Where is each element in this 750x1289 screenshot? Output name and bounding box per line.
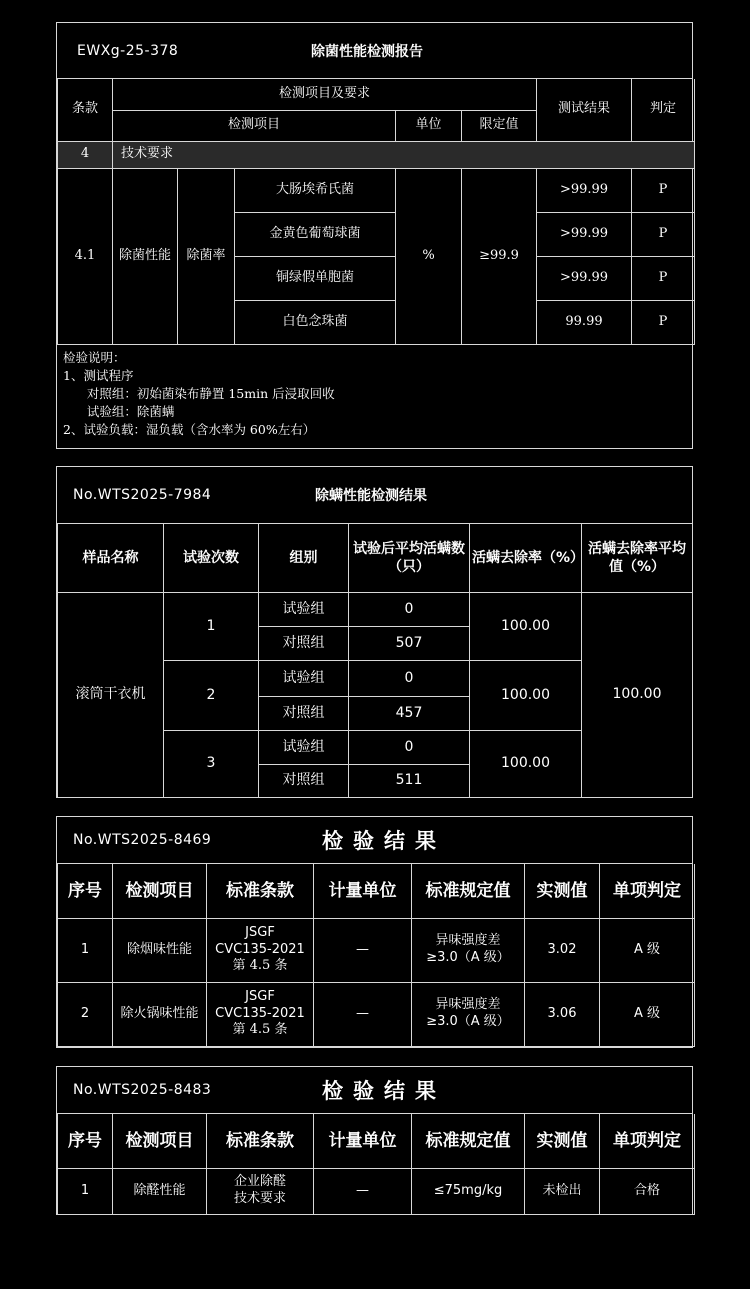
spec-line: 异味强度差 <box>435 997 501 1013</box>
formaldehyde-report <box>56 1066 693 1215</box>
average-rate: 100.00 <box>582 592 693 797</box>
group-label: 试验组 <box>259 730 349 764</box>
note-line: 检验说明： <box>63 349 126 365</box>
bacteria-name: 铜绿假单胞菌 <box>235 256 396 300</box>
note-line: 对照组：初始菌染布静置 15min 后浸取回收 <box>63 385 335 401</box>
standard-header: 标准条款 <box>207 864 314 918</box>
group-label: 试验组 <box>259 592 349 626</box>
test-result: >99.99 <box>537 212 632 256</box>
report-header <box>57 1067 692 1114</box>
test-result: 99.99 <box>537 300 632 344</box>
sample-name: 滚筒干衣机 <box>58 592 164 797</box>
mite-count: 507 <box>349 626 470 660</box>
mite-table <box>57 524 693 798</box>
measured-header: 实测值 <box>525 1114 600 1168</box>
spec-line: ≥3.0（A 级） <box>426 1014 510 1029</box>
item-req-header: 检测项目及要求 <box>113 79 537 110</box>
trial-number: 2 <box>164 660 259 730</box>
mite-count: 457 <box>349 696 470 730</box>
judgement: P <box>632 256 695 300</box>
section-label: 技术要求 <box>113 141 695 168</box>
item-header: 检测项目 <box>113 1114 207 1168</box>
group-label: 对照组 <box>259 764 349 797</box>
note-line: 1、测试程序 <box>63 367 134 383</box>
measured-value: 3.02 <box>525 918 600 982</box>
standard-clause <box>207 1168 314 1214</box>
item-header: 检测项目 <box>113 864 207 918</box>
bacteria-name: 金黄色葡萄球菌 <box>235 212 396 256</box>
removal-rate: 100.00 <box>470 730 582 797</box>
standard-clause <box>207 982 314 1046</box>
performance-label: 除菌性能 <box>113 168 178 344</box>
spec-header: 标准规定值 <box>412 1114 525 1168</box>
report-title: 除菌性能检测报告 <box>311 43 423 60</box>
report-title: 除螨性能检测结果 <box>315 488 427 504</box>
limit-header: 限定值 <box>462 110 537 141</box>
standard-header: 标准条款 <box>207 1114 314 1168</box>
row-number: 2 <box>58 982 113 1046</box>
limit-value: ≥99.9 <box>462 168 537 344</box>
sample-header: 样品名称 <box>58 524 164 592</box>
antibacterial-table <box>57 79 695 345</box>
group-label: 对照组 <box>259 696 349 730</box>
mite-count: 0 <box>349 660 470 696</box>
report-header <box>57 817 692 864</box>
standard-line: 企业除醛 <box>233 1174 286 1190</box>
judge-header: 判定 <box>632 79 695 141</box>
odor-removal-report <box>56 816 693 1048</box>
unit-value: — <box>314 982 412 1046</box>
trial-number: 1 <box>164 592 259 660</box>
group-header: 组别 <box>259 524 349 592</box>
report-title: 检验结果 <box>322 1078 446 1103</box>
spec-header: 标准规定值 <box>412 864 525 918</box>
standard-line: 第 4.5 条 <box>232 1022 288 1038</box>
mite-count: 511 <box>349 764 470 797</box>
unit-header: 计量单位 <box>314 864 412 918</box>
table-row <box>58 982 695 1046</box>
bacteria-name: 白色念珠菌 <box>235 300 396 344</box>
avg-rate-header: 活螨去除率平均值（%） <box>582 524 693 592</box>
standard-line: 技术要求 <box>233 1191 286 1206</box>
subsection-number: 4.1 <box>58 168 113 344</box>
antibacterial-report <box>56 22 693 449</box>
result-header: 测试结果 <box>537 79 632 141</box>
trial-number: 3 <box>164 730 259 797</box>
judgement: 合格 <box>600 1168 695 1214</box>
item-name: 除火锅味性能 <box>113 982 207 1046</box>
row-number: 1 <box>58 1168 113 1214</box>
clause-header: 条款 <box>58 79 113 141</box>
standard-line: 第 4.5 条 <box>232 958 288 974</box>
avg-count-header: 试验后平均活螨数（只） <box>349 524 470 592</box>
table-row <box>58 1168 695 1214</box>
note-line: 试验组：除菌螨 <box>63 403 175 419</box>
judge-header: 单项判定 <box>600 1114 695 1168</box>
report-header <box>57 467 692 524</box>
standard-line: CVC135-2021 <box>215 1005 305 1021</box>
unit-header: 计量单位 <box>314 1114 412 1168</box>
rate-header: 活螨去除率（%） <box>470 524 582 592</box>
removal-rate: 100.00 <box>470 592 582 660</box>
odor-table <box>57 864 695 1047</box>
item-header: 检测项目 <box>113 110 396 141</box>
mite-count: 0 <box>349 730 470 764</box>
judgement: P <box>632 212 695 256</box>
spec-line: 异味强度差 <box>435 933 501 949</box>
test-notes <box>57 345 692 444</box>
judgement: A 级 <box>600 918 695 982</box>
rate-label: 除菌率 <box>178 168 235 344</box>
table-row <box>58 918 695 982</box>
test-result: >99.99 <box>537 256 632 300</box>
item-name: 除醛性能 <box>113 1168 207 1214</box>
standard-line: JSGF <box>245 988 275 1004</box>
section-number: 4 <box>58 141 113 168</box>
note-line: 2、试验负载：湿负载（含水率为 60%左右） <box>63 422 316 437</box>
standard-line: CVC135-2021 <box>215 941 305 957</box>
mite-count: 0 <box>349 592 470 626</box>
spec-line: ≥3.0（A 级） <box>426 950 510 965</box>
formaldehyde-table <box>57 1114 695 1215</box>
test-result: >99.99 <box>537 168 632 212</box>
no-header: 序号 <box>58 1114 113 1168</box>
standard-line: JSGF <box>245 924 275 940</box>
measured-header: 实测值 <box>525 864 600 918</box>
bacteria-name: 大肠埃希氏菌 <box>235 168 396 212</box>
mite-removal-report <box>56 466 693 798</box>
judgement: A 级 <box>600 982 695 1046</box>
report-header <box>57 23 692 79</box>
item-name: 除烟味性能 <box>113 918 207 982</box>
spec-value: ≤75mg/kg <box>412 1168 525 1214</box>
judgement: P <box>632 300 695 344</box>
judgement: P <box>632 168 695 212</box>
unit-value: % <box>396 168 462 344</box>
unit-header: 单位 <box>396 110 462 141</box>
unit-value: — <box>314 918 412 982</box>
row-number: 1 <box>58 918 113 982</box>
standard-clause <box>207 918 314 982</box>
group-label: 对照组 <box>259 626 349 660</box>
group-label: 试验组 <box>259 660 349 696</box>
removal-rate: 100.00 <box>470 660 582 730</box>
measured-value: 3.06 <box>525 982 600 1046</box>
times-header: 试验次数 <box>164 524 259 592</box>
unit-value: — <box>314 1168 412 1214</box>
report-code: No.WTS2025-8469 <box>73 832 212 848</box>
report-code: EWXg-25-378 <box>77 42 179 59</box>
report-code: No.WTS2025-8483 <box>73 1082 212 1098</box>
report-title: 检验结果 <box>322 828 446 853</box>
spec-value <box>412 982 525 1046</box>
spec-value <box>412 918 525 982</box>
no-header: 序号 <box>58 864 113 918</box>
judge-header: 单项判定 <box>600 864 695 918</box>
report-code: No.WTS2025-7984 <box>73 487 212 503</box>
measured-value: 未检出 <box>525 1168 600 1214</box>
